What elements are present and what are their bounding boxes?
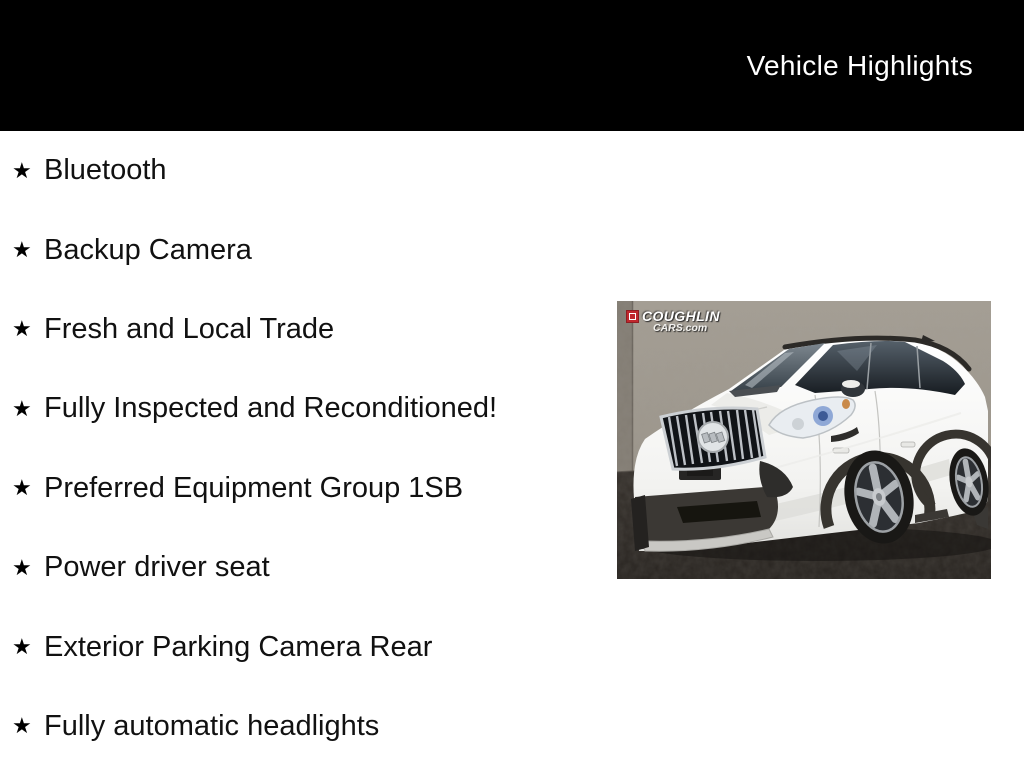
- star-bullet-icon: ★: [12, 634, 32, 660]
- list-item: [0, 449, 620, 528]
- page-title: Vehicle Highlights: [746, 49, 973, 81]
- highlight-label: Preferred Equipment Group 1SB: [44, 471, 464, 504]
- star-bullet-icon: ★: [12, 237, 32, 263]
- header-bar: [0, 0, 1024, 131]
- highlight-label: Exterior Parking Camera Rear: [44, 630, 433, 663]
- highlight-label: Backup Camera: [44, 233, 252, 266]
- highlight-label: Fully automatic headlights: [44, 709, 380, 742]
- star-bullet-icon: ★: [12, 475, 32, 501]
- vehicle-illustration: [617, 301, 991, 579]
- list-item: [0, 607, 620, 686]
- list-item: [0, 687, 620, 766]
- watermark-dealer-name: COUGHLIN: [642, 308, 720, 324]
- list-item: [0, 210, 620, 289]
- star-bullet-icon: ★: [12, 554, 32, 580]
- highlight-label: Bluetooth: [44, 154, 167, 187]
- star-bullet-icon: ★: [12, 157, 32, 183]
- vehicle-photo: [617, 301, 991, 579]
- list-item: [0, 369, 620, 448]
- highlights-list: [0, 131, 620, 766]
- list-item: [0, 131, 620, 210]
- star-bullet-icon: ★: [12, 395, 32, 421]
- watermark-dealer-site: CARS.com: [653, 322, 708, 334]
- star-bullet-icon: ★: [12, 316, 32, 342]
- coughlin-logo-icon: [626, 310, 639, 323]
- highlight-label: Fully Inspected and Reconditioned!: [44, 392, 498, 425]
- coughlin-watermark: [626, 308, 720, 334]
- highlight-label: Fresh and Local Trade: [44, 312, 335, 345]
- list-item: [0, 290, 620, 369]
- highlight-label: Power driver seat: [44, 551, 270, 584]
- star-bullet-icon: ★: [12, 713, 32, 739]
- list-item: [0, 528, 620, 607]
